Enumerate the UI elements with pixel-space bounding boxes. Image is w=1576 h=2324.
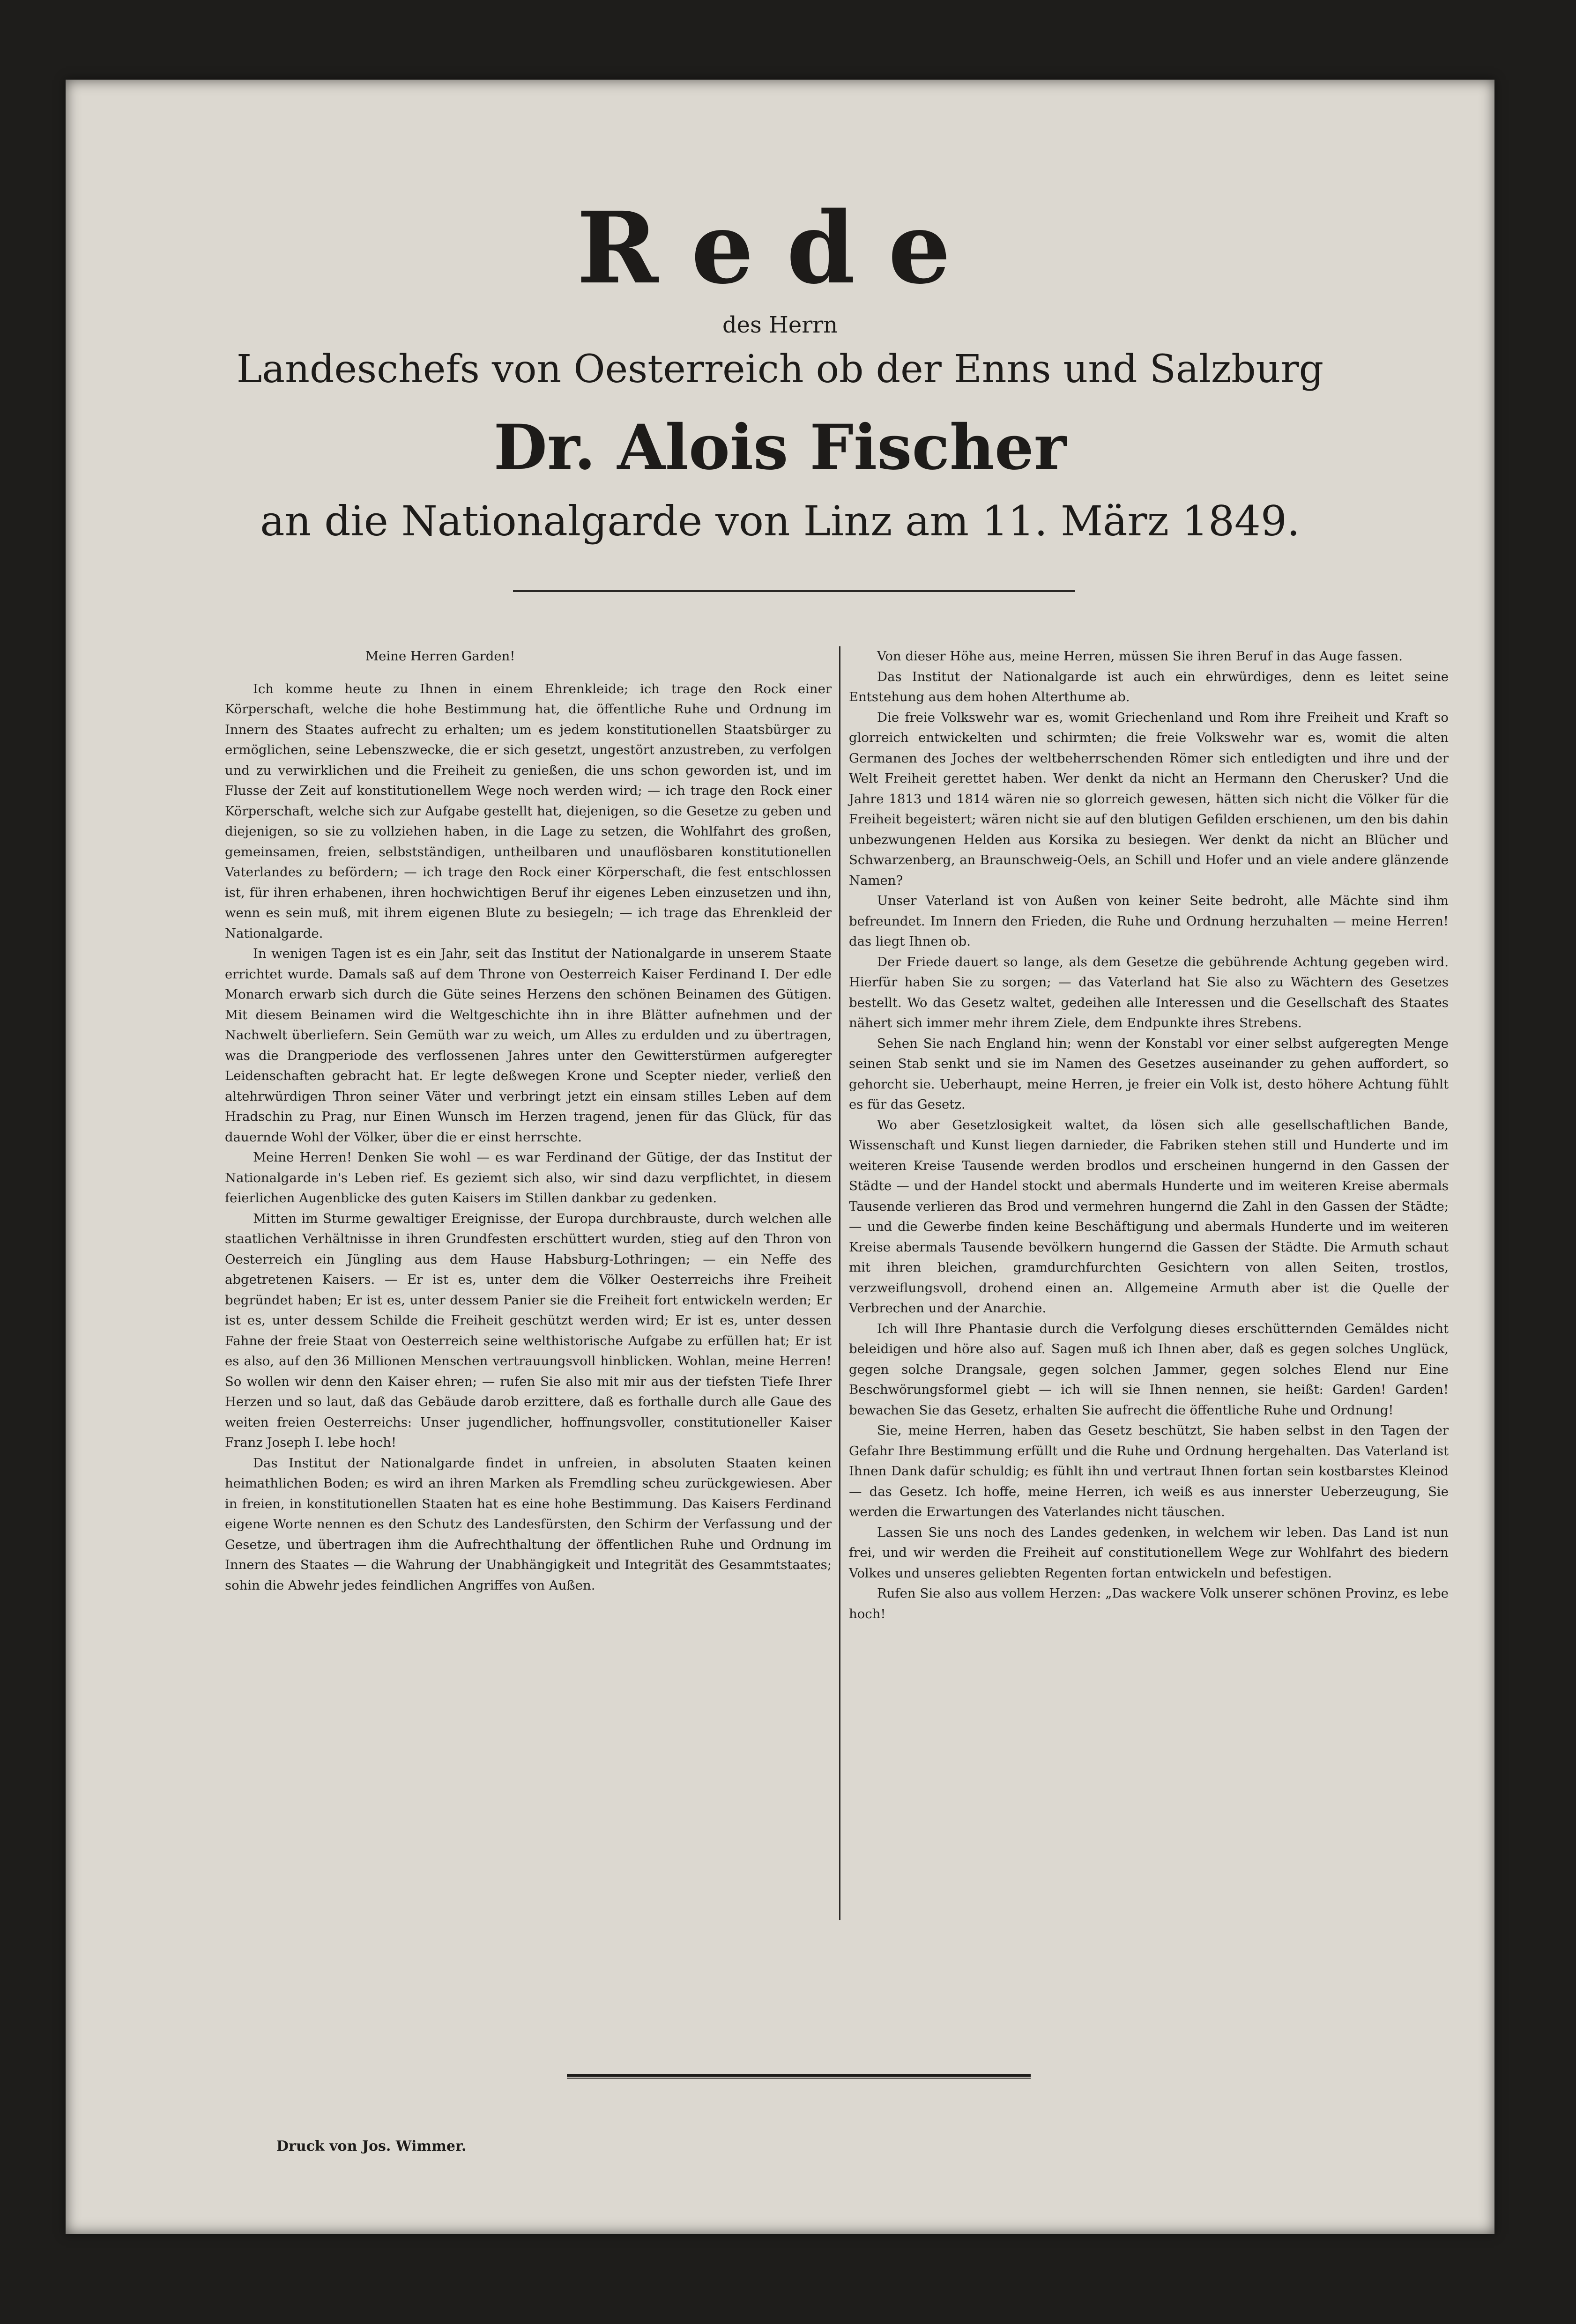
left-paragraph: Mitten im Sturme gewaltiger Ereignisse, der Europa durchbrauste, durch welchen alle staatlichen Verhältnisse in ihren Grundfesten erschüttert wurden, stieg auf den Thron von Oesterreich ein Jüngling aus dem Hause Habsburg-Lothringen; — ein Neffe des abgetretenen Kaisers. — Er ist es, unter dem die Völker Oesterreichs ihre Freiheit begründet haben; Er ist es, unter dessem Panier sie die Freiheit fort entwickeln werden; Er ist es, unter dessem Schilde die Freiheit geschützt werden wird; Er ist es, unter dessen Fahne der freie Staat von Oesterreich seine welthistorische Aufgabe zu erfüllen hat; Er ist es also, auf den 36 Millionen Menschen vertrauungsvoll hinblicken. Wohlan, meine Herren! So wollen wir denn den Kaiser ehren; — rufen Sie also mit mir aus der tiefsten Tiefe Ihrer Herzen und so laut, daß das Gebäude darob erzittere, daß es forthalle durch alle Gaue des weiten freien Oesterreichs: Unser jugendlicher, hoffnungsvoller, constitutioneller Kaiser Franz Joseph I. lebe hoch! [225, 1211, 832, 1450]
right-paragraph: Rufen Sie also aus vollem Herzen: „Das wackere Volk unserer schönen Provinz, es lebe hoch! [849, 1586, 1449, 1621]
printer-imprint: Druck von Jos. Wimmer. [276, 2138, 467, 2154]
greeting: Meine Herren Garden! [365, 649, 515, 664]
right-paragraph: Der Friede dauert so lange, als dem Gesetze die gebührende Achtung gegeben wird. Hierfür haben Sie zu sorgen; — das Vaterland hat Sie also zu Wächtern des Gesetzes bestellt. Wo das Gesetz waltet, gedeihen alle Interessen und die Gesellschaft des Staates nähert sich immer mehr ihrem Ziele, dem Endpunkte ihres Strebens. [849, 954, 1449, 1030]
right-paragraph: Wo aber Gesetzlosigkeit waltet, da lösen sich alle gesellschaftlichen Bande, Wissenschaft und Kunst liegen darnieder, die Fabriken stehen still und Hunderte und im weiteren Kreise Tausende werden brodlos und erscheinen hungernd in den Gassen der Städte — und der Handel stockt und abermals Hunderte und im weiteren Kreise abermals Tausende verlieren das Brod und vermehren hungernd die Zahl in den Gassen der Städte; — und die Gewerbe finden keine Beschäftigung und abermals Hunderte und im weiteren Kreise abermals Tausende bevölkern hungernd die Gassen der Städte. Die Armuth schaut mit ihren bleichen, gramdurchfurchten Gesichtern von allen Seiten, trostlos, verzweiflungsvoll, drohend einen an. Allgemeine Armuth aber ist die Quelle der Verbrechen und der Anarchie. [849, 1117, 1449, 1316]
left-paragraph: In wenigen Tagen ist es ein Jahr, seit das Institut der Nationalgarde in unserem Staate errichtet wurde. Damals saß auf dem Throne von Oesterreich Kaiser Ferdinand I. Der edle Monarch erwarb sich durch die Güte seines Herzens den schönen Beinamen des Gütigen. Mit diesem Beinamen wird die Weltgeschichte ihn in ihre Blätter aufnehmen und der Nachwelt überliefern. Sein Gemüth war zu weich, um Alles zu erdulden und zu übertragen, was die Drangperiode des verflossenen Jahres unter den Gewitterstürmen aufgeregter Leidenschaften gebracht hat. Er legte deßwegen Krone und Scepter nieder, verließ den altehrwürdigen Thron seiner Väter und verbringt jetzt ein einsam stilles Leben auf dem Hradschin zu Prag, nur Einen Wunsch im Herzen tragend, jenen für das Glück, für das dauernde Wohl der Völker, über die er einst herrschte. [225, 946, 832, 1145]
left-column [225, 646, 832, 1596]
subtitle-office: Landeschefs von Oesterreich ob der Enns und Salzburg [236, 347, 1324, 392]
left-paragraph: Meine Herren! Denken Sie wohl — es war Ferdinand der Gütige, der das Institut der Nationalgarde in's Leben rief. Es geziemt sich also, wir sind dazu verpflichtet, in diesem feierlichen Augenblicke des guten Kaisers im Stillen dankbar zu gedenken. [225, 1150, 832, 1206]
document-title: Rede [576, 190, 984, 306]
column-divider [839, 646, 840, 1920]
subtitle-des-herrn: des Herrn [722, 312, 838, 338]
right-paragraph: Sie, meine Herren, haben das Gesetz beschützt, Sie haben selbst in den Tagen der Gefahr Ihre Bestimmung erfüllt und die Ruhe und Ordnung hergehalten. Das Vaterland ist Ihnen Dank dafür schuldig; es fühlt ihn und vertraut Ihnen fortan sein kostbarstes Kleinod — das Gesetz. Ich hoffe, meine Herren, ich weiß es aus innerster Ueberzeugung, Sie werden die Erwartungen des Vaterlandes nicht täuschen. [849, 1423, 1449, 1519]
right-paragraph: Von dieser Höhe aus, meine Herren, müssen Sie ihren Beruf in das Auge fassen. [877, 649, 1403, 664]
right-paragraph: Das Institut der Nationalgarde ist auch ein ehrwürdiges, denn es leitet seine Entstehung aus dem hohen Alterthume ab. [849, 669, 1449, 704]
right-paragraph: Ich will Ihre Phantasie durch die Verfolgung dieses erschütternden Gemäldes nicht beleidigen und höre also auf. Sagen muß ich Ihnen aber, daß es gegen solches Unglück, gegen solche Drangsale, gegen solchen Jammer, gegen solches Elend nur Eine Beschwörungsformel giebt — ich will sie Ihnen nennen, sie heißt: Garden! Garden! bewachen Sie das Gesetz, erhalten Sie aufrecht die öffentliche Ruhe und Ordnung! [849, 1321, 1449, 1418]
broadside-sheet [66, 80, 1494, 2234]
right-paragraph: Lassen Sie uns noch des Landes gedenken, in welchem wir leben. Das Land ist nun frei, und wir werden die Freiheit auf constitutionellem Wege zur Wohlfahrt des biedern Volkes und unseres geliebten Regenten fortan entwickeln und befestigen. [849, 1525, 1449, 1581]
right-paragraph: Sehen Sie nach England hin; wenn der Konstabl vor einer selbst aufgeregten Menge seinen Stab senkt und sie im Namen des Gesetzes auseinander zu gehen auffordert, so gehorcht sie. Ueberhaupt, meine Herren, je freier ein Volk ist, desto höhere Achtung fühlt es für das Gesetz. [849, 1036, 1449, 1112]
left-paragraph: Das Institut der Nationalgarde findet in unfreien, in absoluten Staaten keinen heimathlichen Boden; es wird an ihren Marken als Fremdling scheu zurückgewiesen. Aber in freien, in konstitutionellen Staaten hat es eine hohe Bestimmung. Das Kaisers Ferdinand eigene Worte nennen es den Schutz des Landesfürsten, den Schirm der Verfassung und der Gesetze, und übertragen ihm die Aufrechthaltung der öffentlichen Ruhe und Ordnung im Innern des Staates — die Wahrung der Unabhängigkeit und Integrität des Gesammtstaates; sohin die Abwehr jedes feindlichen Angriffes von Außen. [225, 1455, 832, 1593]
speaker-name: Dr. Alois Fischer [493, 411, 1067, 484]
occasion-date: an die Nationalgarde von Linz am 11. März 1849. [260, 497, 1300, 545]
footer-double-rule [567, 2074, 1031, 2079]
left-paragraph: Ich komme heute zu Ihnen in einem Ehrenkleide; ich trage den Rock einer Körperschaft, welche die hohe Bestimmung hat, die öffentliche Ruhe und Ordnung im Innern des Staates aufrecht zu erhalten; um es jedem konstitutionellen Staatsbürger zu ermöglichen, seine Lebenszwecke, die er sich gesetzt, ungestört anzustreben, zu verfolgen und zu verwirklichen und die Freiheit zu genießen, die uns schon geworden ist, und im Flusse der Zeit auf konstitutionellem Wege noch werden wird; — ich trage den Rock einer Körperschaft, welche sich zur Aufgabe gestellt hat, diejenigen, so die Gesetze zu geben und diejenigen, so sie zu vollziehen haben, in die Lage zu setzen, die Wohlfahrt des großen, gemeinsamen, freien, selbstständigen, untheilbaren und unauflösbaren konstitutionellen Vaterlandes zu befördern; — ich trage den Rock einer Körperschaft, die fest entschlossen ist, für ihren erhabenen, ihren hochwichtigen Beruf ihr eigenes Leben einzusetzen und ihn, wenn es sein muß, mit ihrem eigenen Blute zu besiegeln; — ich trage das Ehrenkleid der Nationalgarde. [225, 681, 832, 941]
right-column [849, 646, 1449, 1624]
right-paragraph: Unser Vaterland ist von Außen von keiner Seite bedroht, alle Mächte sind ihm befreundet. Im Innern den Frieden, die Ruhe und Ordnung herzuhalten — meine Herren! das liegt Ihnen ob. [849, 893, 1449, 949]
right-paragraph: Die freie Volkswehr war es, womit Griechenland und Rom ihre Freiheit und Kraft so glorreich entwickelten und schirmten; die freie Volkswehr war es, womit die alten Germanen des Joches der weltbeherrschenden Römer sich entledigten und ihre und der Welt Freiheit gerettet haben. Wer denkt da nicht an Hermann den Cherusker? Und die Jahre 1813 und 1814 wären nie so glorreich gewesen, hätten sich nicht die Völker für die Freiheit begeistert; wären nicht sie auf den blutigen Gefilden erschienen, um den bis dahin unbezwungenen Helden aus Korsika zu besiegen. Wer denkt da nicht an Blücher und Schwarzenberg, an Braunschweig-Oels, an Schill und Hofer und an viele andere glänzende Namen? [849, 710, 1449, 888]
header-rule [513, 590, 1075, 592]
